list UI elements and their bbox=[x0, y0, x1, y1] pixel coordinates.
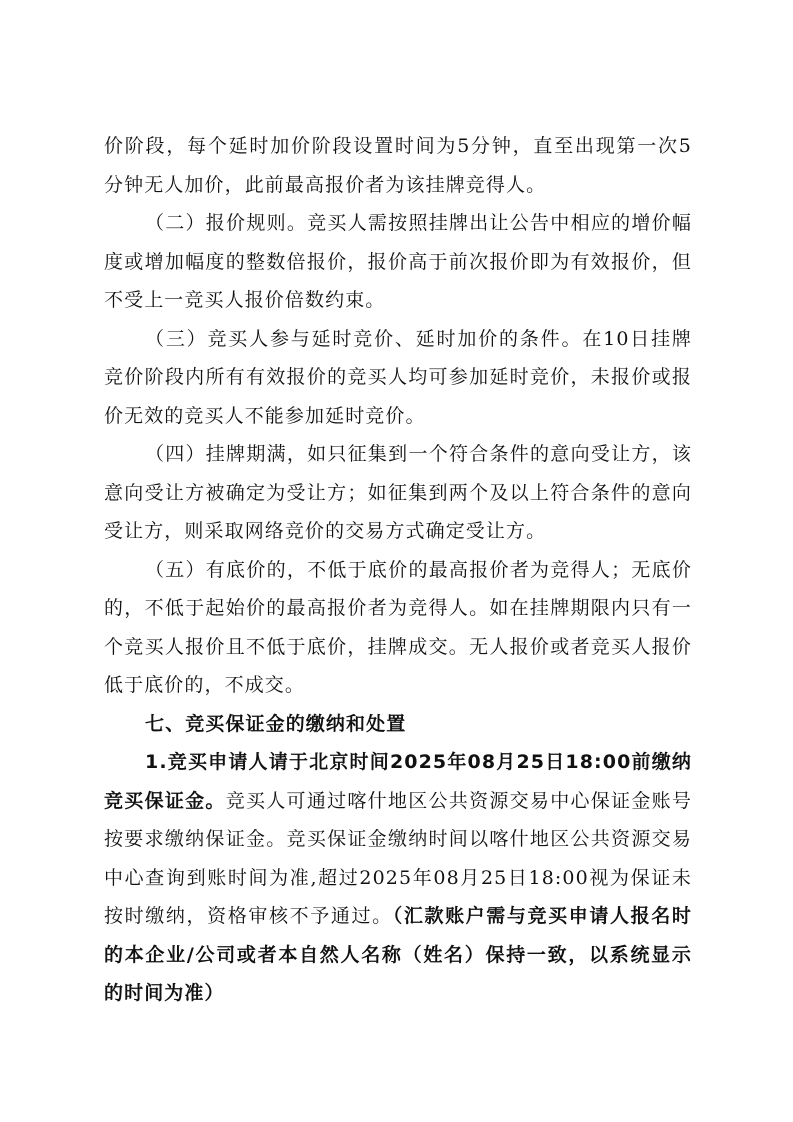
item-1-note: （汇款账户需与竞买申请人报名时的本企业/公司或者本自然人名称（姓名）保持一致，以系统显示的时间为准） bbox=[104, 905, 692, 1004]
section-7-heading: 七、竞买保证金的缴纳和处置 bbox=[145, 712, 407, 735]
item-1-body: 竞买人可通过喀什地区公共资源交易中心保证金账号按要求缴纳保证金。竞买保证金缴纳时间以喀什地区公共资源交易中心查询到账时间为准,超过2025年08月25日18:00视为保证未按时缴纳，资格审核不予通过。 bbox=[104, 789, 692, 927]
paragraph-rule-3: （三）竞买人参与延时竞价、延时加价的条件。在10日挂牌竞价阶段内所有有效报价的竞买人均可参加延时竞价，未报价或报价无效的竞买人不能参加延时竞价。 bbox=[104, 327, 692, 427]
paragraph-item-1 bbox=[104, 743, 692, 1013]
paragraph-rule-4: （四）挂牌期满，如只征集到一个符合条件的意向受让方，该意向受让方被确定为受让方；如征集到两个及以上符合条件的意向受让方，则采取网络竞价的交易方式确定受让方。 bbox=[104, 443, 692, 542]
paragraph-rule-5: （五）有底价的，不低于底价的最高报价者为竞得人；无底价的，不低于起始价的最高报价者为竞得人。如在挂牌期限内只有一个竞买人报价且不低于底价，挂牌成交。无人报价或者竞买人报价低于底价的，不成交。 bbox=[104, 558, 692, 696]
item-1-deadline: 1.竞买申请人请于北京时间2025年08月25日18:00前缴纳竞买保证金。 bbox=[104, 751, 692, 812]
paragraph-rule-2: （二）报价规则。竞买人需按照挂牌出让公告中相应的增价幅度或增加幅度的整数倍报价，报价高于前次报价即为有效报价，但不受上一竞买人报价倍数约束。 bbox=[104, 212, 692, 311]
paragraph-continuation: 价阶段，每个延时加价阶段设置时间为5分钟，直至出现第一次5分钟无人加价，此前最高报价者为该挂牌竞得人。 bbox=[104, 135, 692, 196]
document-body bbox=[104, 127, 692, 1013]
